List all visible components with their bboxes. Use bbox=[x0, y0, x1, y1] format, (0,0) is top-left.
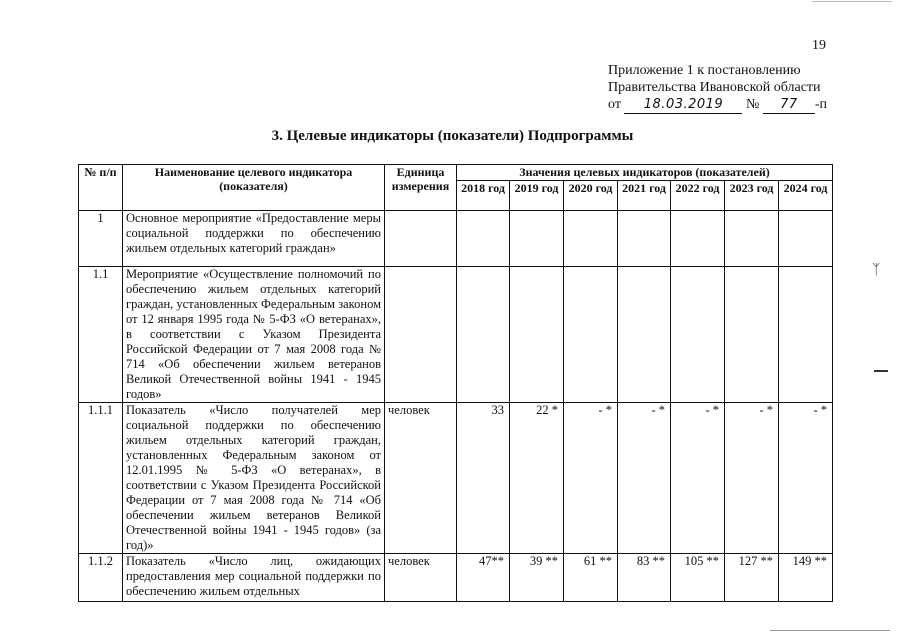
section-title: 3. Целевые индикаторы (показатели) Подпрограммы bbox=[271, 128, 634, 144]
row-unit bbox=[385, 211, 457, 267]
row-value bbox=[457, 267, 510, 403]
row-value bbox=[457, 211, 510, 267]
row-value: 39 ** bbox=[510, 554, 564, 602]
row-value: - * bbox=[671, 403, 725, 554]
appendix-header bbox=[608, 62, 827, 114]
row-value bbox=[779, 211, 833, 267]
row-value bbox=[510, 267, 564, 403]
row-value: - * bbox=[779, 403, 833, 554]
header-values-group: Значения целевых индикаторов (показателей) bbox=[457, 165, 833, 181]
row-name: Показатель «Число получателей мер социальной поддержки по обеспечению жильем отдельных категорий граждан, установленных Федеральным законом от 12.01.1995 № 5-ФЗ «О ветеранах», в соответствии с Указом Президента Российской Федерации от 7 мая 2008 года № 714 «Об обеспечении жильем ветеранов Великой Отечественной войны 1941 - 1945 годов» (за год)» bbox=[123, 403, 385, 554]
decree-suffix: -п bbox=[814, 97, 827, 112]
decree-date-field bbox=[624, 96, 742, 114]
table-row bbox=[79, 554, 833, 602]
scan-edge-top bbox=[812, 1, 892, 2]
row-unit: человек bbox=[385, 554, 457, 602]
scan-margin-mark: ᛉ bbox=[872, 262, 881, 278]
row-unit: человек bbox=[385, 403, 457, 554]
row-num: 1.1.2 bbox=[79, 554, 123, 602]
row-value: 61 ** bbox=[564, 554, 618, 602]
row-value: - * bbox=[618, 403, 671, 554]
scan-margin-dash bbox=[874, 370, 888, 372]
row-value: - * bbox=[564, 403, 618, 554]
row-value: 105 ** bbox=[671, 554, 725, 602]
header-year: 2019 год bbox=[510, 181, 564, 211]
row-name: Показатель «Число лиц, ожидающих предоставления мер социальной поддержки по обеспечению жильем отдельных bbox=[123, 554, 385, 602]
header-name: Наименование целевого индикатора (показателя) bbox=[123, 165, 385, 211]
row-value bbox=[564, 267, 618, 403]
row-name: Мероприятие «Осуществление полномочий по обеспечению жильем отдельных категорий граждан, установленных Федеральным законом от 12 января 1995 года № 5-ФЗ «О ветеранах», в соответствии с Указом Президента Российской Федерации от 7 мая 2008 года № 714 «Об обеспечении жильем ветеранов Великой Отечественной войны 1941 - 1945 годов» bbox=[123, 267, 385, 403]
row-value: 127 ** bbox=[725, 554, 779, 602]
row-value bbox=[510, 211, 564, 267]
header-year: 2021 год bbox=[618, 181, 671, 211]
row-unit bbox=[385, 267, 457, 403]
row-value bbox=[618, 211, 671, 267]
header-year: 2020 год bbox=[564, 181, 618, 211]
row-value bbox=[779, 267, 833, 403]
row-value bbox=[618, 267, 671, 403]
row-name: Основное мероприятие «Предоставление меры социальной поддержки по обеспечению жильем отдельных категорий граждан» bbox=[123, 211, 385, 267]
row-value: 47** bbox=[457, 554, 510, 602]
table-row bbox=[79, 267, 833, 403]
row-value bbox=[564, 211, 618, 267]
header-year: 2024 год bbox=[779, 181, 833, 211]
row-value: 33 bbox=[457, 403, 510, 554]
appendix-line-2: Правительства Ивановской области bbox=[608, 80, 821, 95]
header-year: 2018 год bbox=[457, 181, 510, 211]
row-value bbox=[671, 267, 725, 403]
row-value bbox=[671, 211, 725, 267]
row-value bbox=[725, 267, 779, 403]
page-number: 19 bbox=[812, 38, 826, 53]
decree-number: 77 bbox=[780, 97, 798, 112]
row-num: 1 bbox=[79, 211, 123, 267]
table-row bbox=[79, 403, 833, 554]
header-year: 2023 год bbox=[725, 181, 779, 211]
table-row bbox=[79, 211, 833, 267]
row-value: 22 * bbox=[510, 403, 564, 554]
row-value: 83 ** bbox=[618, 554, 671, 602]
number-label: № bbox=[745, 97, 760, 112]
row-value bbox=[725, 211, 779, 267]
decree-date: 18.03.2019 bbox=[643, 97, 724, 112]
header-year: 2022 год bbox=[671, 181, 725, 211]
appendix-line-1: Приложение 1 к постановлению bbox=[608, 63, 801, 78]
header-num: № п/п bbox=[79, 165, 123, 211]
row-num: 1.1 bbox=[79, 267, 123, 403]
row-value: - * bbox=[725, 403, 779, 554]
row-value: 149 ** bbox=[779, 554, 833, 602]
from-label: от bbox=[608, 97, 621, 112]
row-num: 1.1.1 bbox=[79, 403, 123, 554]
decree-number-field bbox=[763, 96, 815, 114]
header-unit: Единица измерения bbox=[385, 165, 457, 211]
appendix-line-3 bbox=[608, 96, 827, 114]
indicators-table bbox=[78, 164, 833, 602]
scan-edge-bottom bbox=[770, 630, 890, 631]
